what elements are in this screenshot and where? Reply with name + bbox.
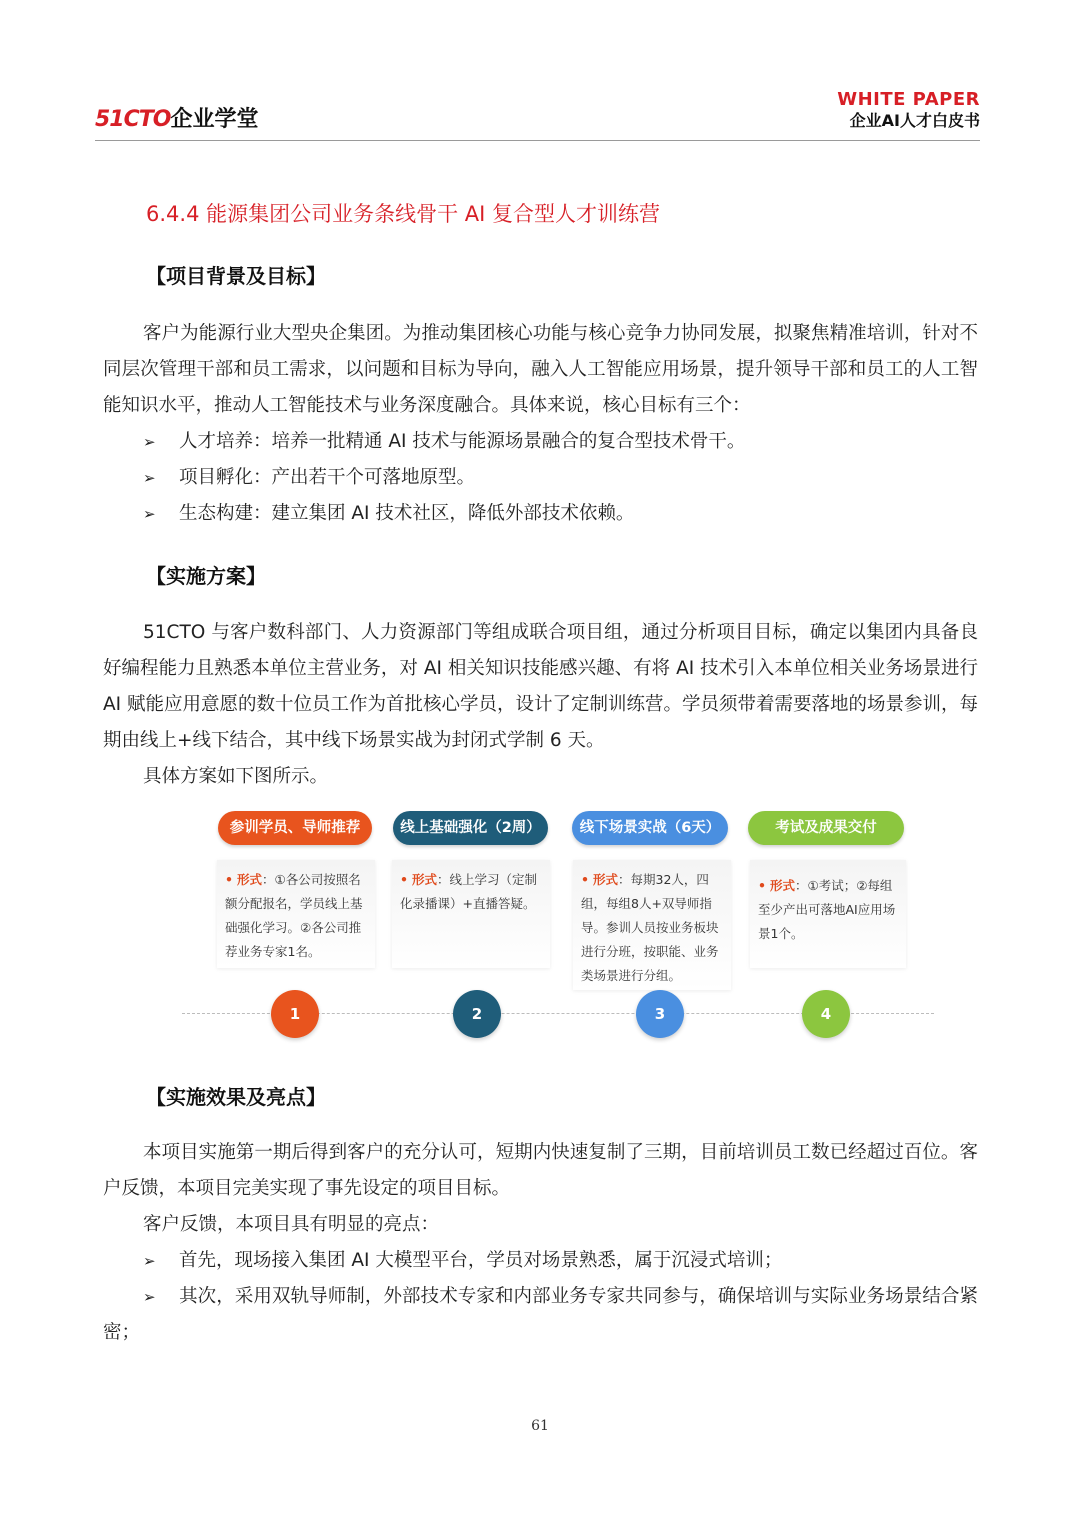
step-number-2: 2 [453,990,501,1038]
step-card-4: • 形式：①考试；②每组至少产出可落地AI应用场景1个。 [750,860,906,968]
step-number-4: 4 [802,990,850,1038]
step-pill-1: 参训学员、导师推荐 [218,811,372,845]
white-paper-en: WHITE PAPER [837,89,980,110]
step-card-3: • 形式：每期32人，四组，每组8人+双导师指导。参训人员按业务板块进行分班，按职能、业务类场景进行分组。 [573,860,731,990]
diagram-intro: 具体方案如下图所示。 [143,766,329,787]
heading-background: 【项目背景及目标】 [146,264,326,288]
process-diagram [180,805,940,1050]
arrow-bullet-icon: ➢ [143,1252,156,1270]
paragraph-results: 本项目实施第一期后得到客户的充分认可，短期内快速复制了三期，目前培训员工数已经超过百位。客户反馈，本项目完美实现了事先设定的项目目标。 [103,1142,978,1199]
page-number: 61 [531,1418,549,1434]
bullet-item: ➢ 生态构建：建立集团 AI 技术社区，降低外部技术依赖。 [143,496,634,532]
section-title: 6.4.4 能源集团公司业务条线骨干 AI 复合型人才训练营 [146,202,661,226]
paragraph-background: 客户为能源行业大型央企集团。为推动集团核心功能与核心竞争力协同发展，拟聚焦精准培训，针对不同层次管理干部和员工需求，以问题和目标为导向，融入人工智能应用场景，提升领导干部和员工的人工智能知识水平，推动人工智能技术与业务深度融合。具体来说，核心目标有三个： [103,323,978,416]
logo-mark: 51CTO [95,107,171,132]
step-card-1: • 形式：①各公司按照名额分配报名，学员线上基础强化学习。②各公司推荐业务专家1名。 [217,860,375,968]
white-paper-label [837,90,980,132]
bullet-item: ➢ 人才培养：培养一批精通 AI 技术与能源场景融合的复合型技术骨干。 [143,424,745,460]
step-number-3: 3 [636,990,684,1038]
heading-results: 【实施效果及亮点】 [146,1085,326,1109]
step-pill-2: 线上基础强化（2周） [393,811,548,845]
arrow-bullet-icon: ➢ [143,469,156,487]
page-header [95,90,980,141]
step-pill-4: 考试及成果交付 [748,811,904,845]
logo-text: 企业学堂 [170,107,259,132]
step-card-2: • 形式：线上学习（定制化录播课）+直播答疑。 [392,860,550,968]
paragraph-plan: 51CTO 与客户数科部门、人力资源部门等组成联合项目组，通过分析项目目标，确定以集团内具备良好编程能力且熟悉本单位主营业务，对 AI 相关知识技能感兴趣、有将 AI 技术引入本单位相关业务场景进行 AI 赋能应用意愿的数十位员工作为首批核心学员，设计了定制训练营。学员须带着需要落地的场景参训，每期由线上+线下结合，其中线下场景实战为封闭式学制 6 天。 [103,622,978,751]
white-paper-cn: 企业AI人才白皮书 [849,111,980,130]
arrow-bullet-icon: ➢ [143,505,156,523]
step-pill-3: 线下场景实战（6天） [572,811,728,845]
bullet-item: ➢ 项目孵化：产出若干个可落地原型。 [143,460,475,496]
bullet-item: ➢ 其次，采用双轨导师制，外部技术专家和内部业务专家共同参与，确保培训与实际业务场景结合紧密； [103,1279,978,1351]
highlights-intro: 客户反馈，本项目具有明显的亮点： [143,1214,440,1235]
brand-logo [95,102,259,133]
arrow-bullet-icon: ➢ [143,1288,156,1306]
step-number-1: 1 [271,990,319,1038]
arrow-bullet-icon: ➢ [143,433,156,451]
bullet-item: ➢ 首先，现场接入集团 AI 大模型平台，学员对场景熟悉，属于沉浸式培训； [143,1243,782,1279]
heading-plan: 【实施方案】 [146,564,266,588]
